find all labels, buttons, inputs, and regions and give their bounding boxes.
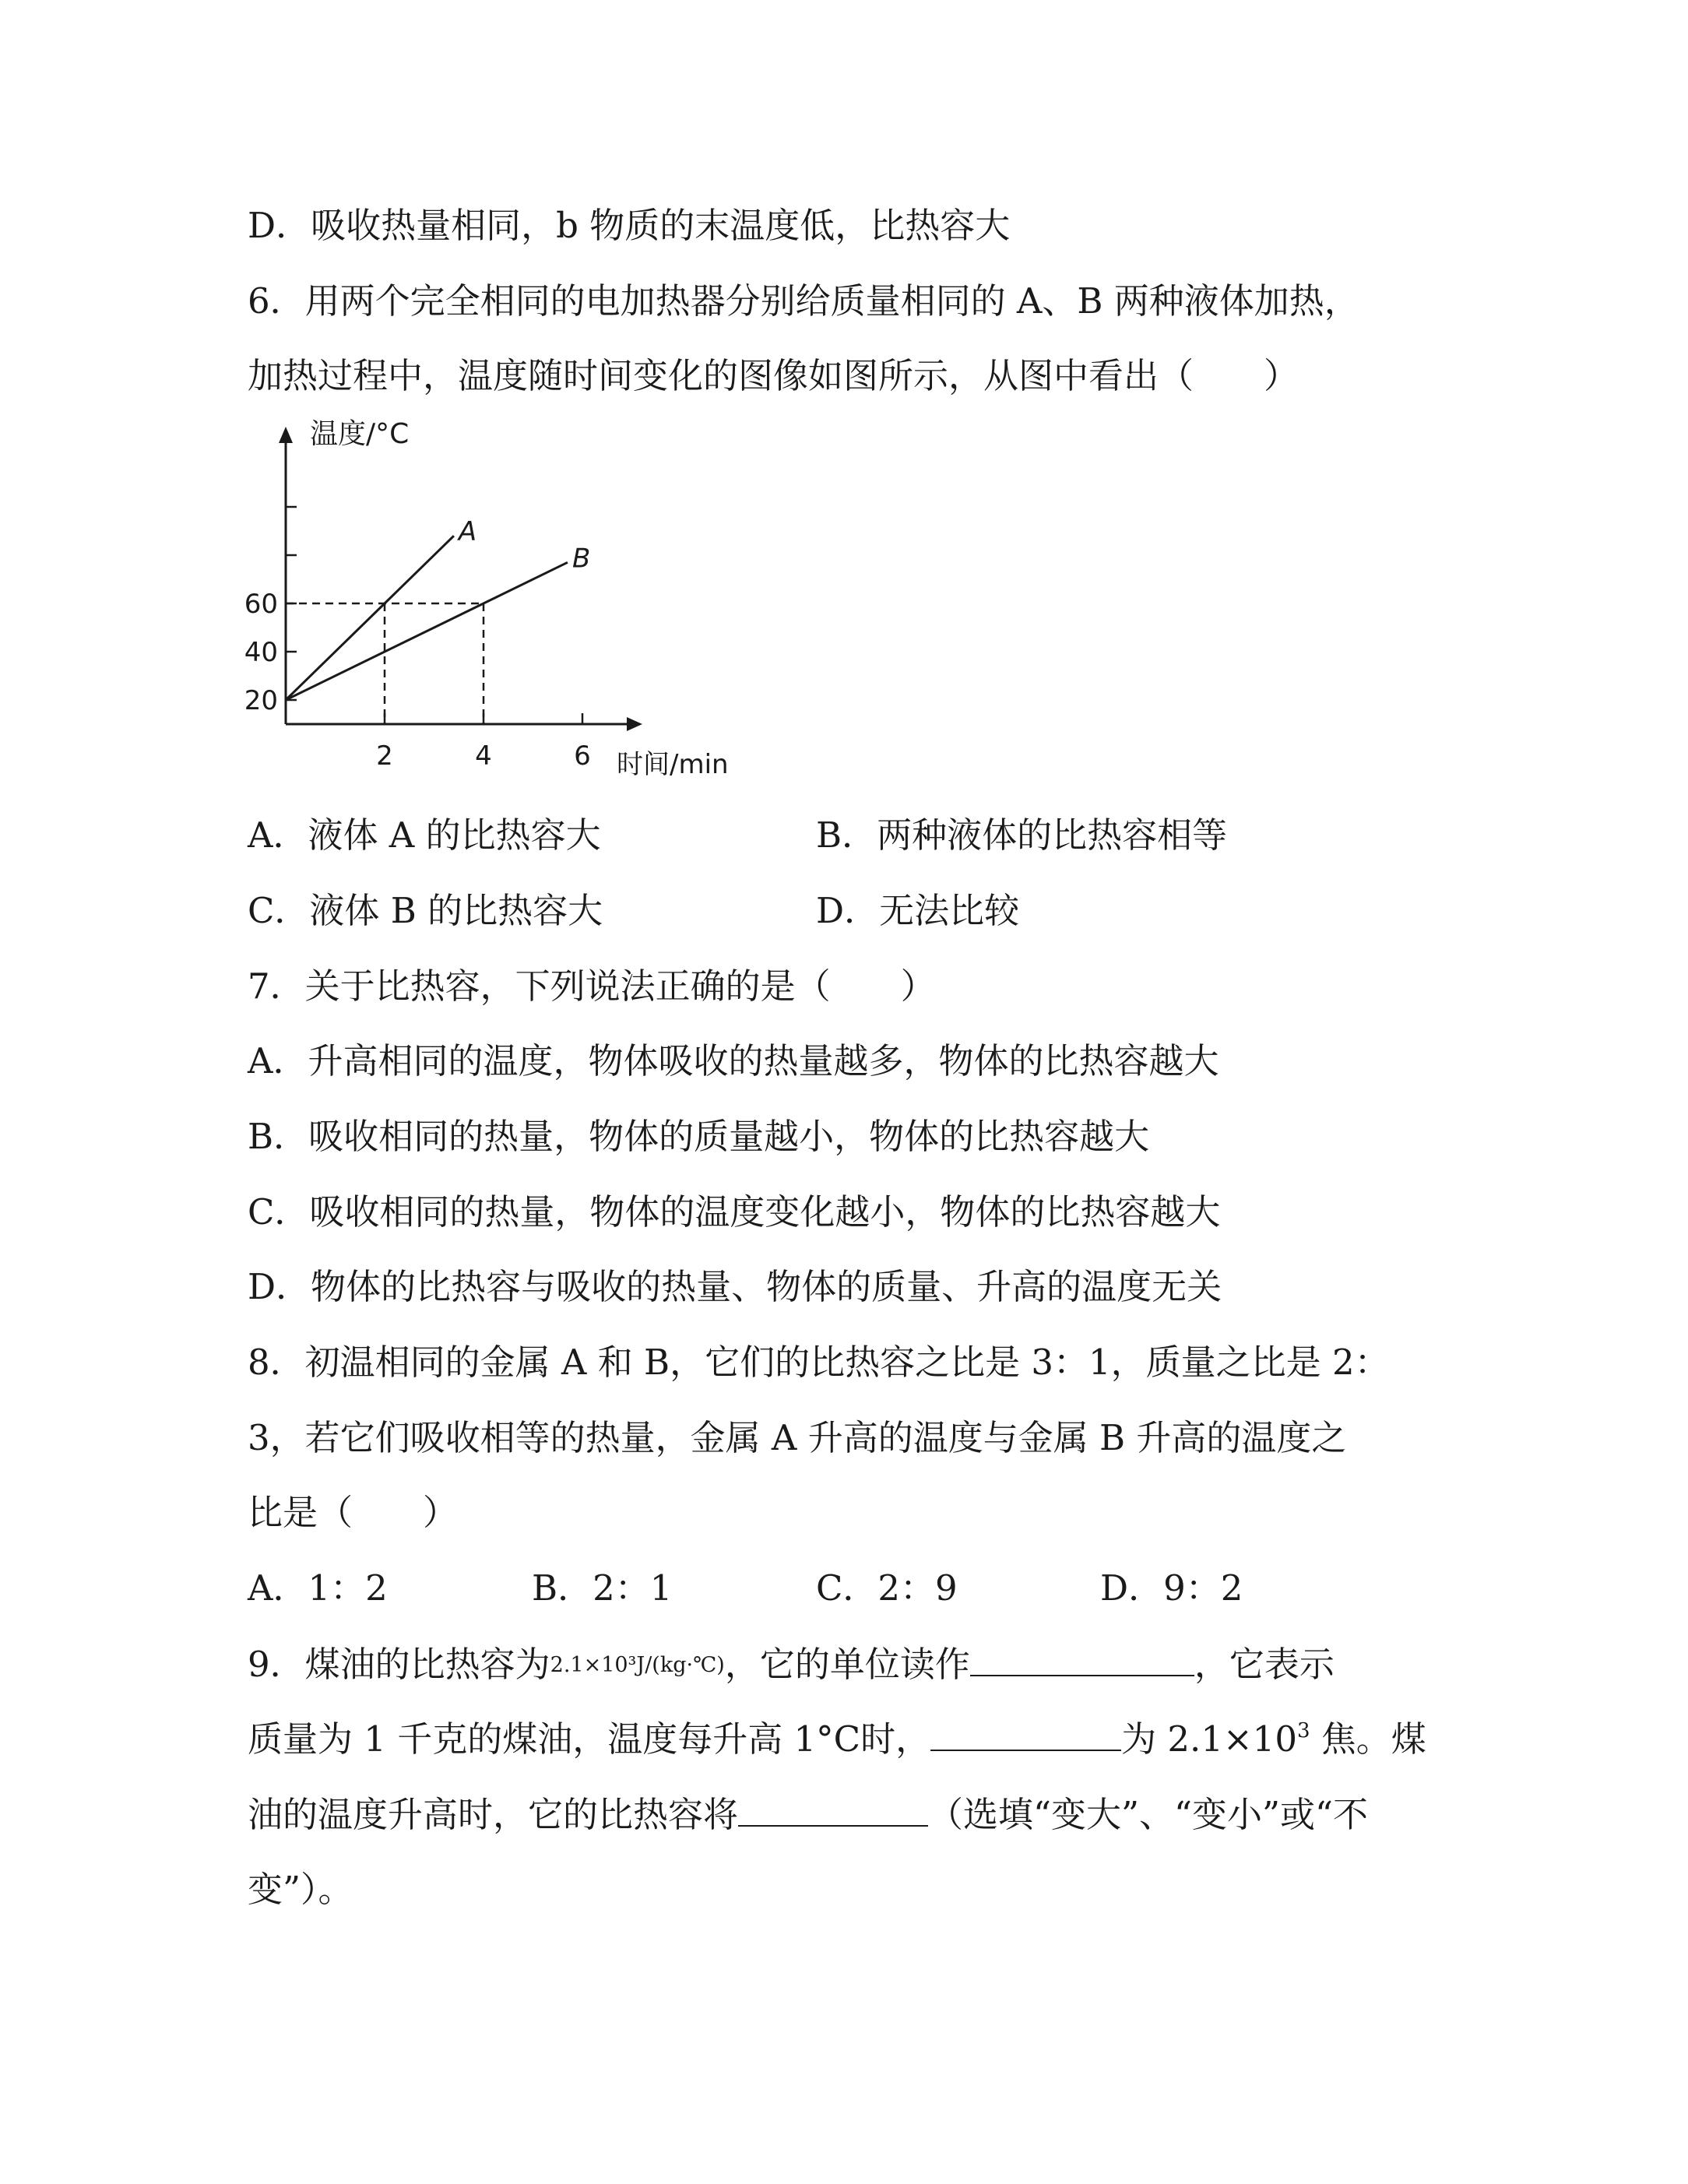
q8-option-c: C．2：9 (816, 1567, 958, 1609)
series-line-A (286, 536, 454, 700)
q9-line2 (248, 1715, 1426, 1763)
q7-option-b: B．吸收相同的热量，物体的质量越小，物体的比热容越大 (248, 1116, 1150, 1157)
y-tick-label-20: 20 (244, 685, 278, 716)
q6-stem-line2: 加热过程中，温度随时间变化的图像如图所示，从图中看出（ ） (248, 355, 1299, 396)
x-axis-title: 时间/min (617, 749, 729, 780)
graph-labels (244, 418, 729, 780)
q9-line2-text-c: 焦。煤 (1310, 1718, 1426, 1760)
y-tick-label-60: 60 (244, 589, 278, 620)
q9-line1-text-c: ，它表示 (1194, 1644, 1335, 1685)
q8-option-a: A．1：2 (248, 1567, 388, 1609)
q8-option-d: D．9：2 (1100, 1567, 1243, 1609)
q8-option-b: B．2：1 (532, 1567, 673, 1609)
x-axis-arrow (627, 717, 642, 731)
q5-option-d: D．吸收热量相同，b 物质的末温度低，比热容大 (248, 205, 1011, 246)
q9-line1-text-b: ，它的单位读作 (724, 1644, 970, 1685)
q9-line3-text-b: （选填“变大”、“变小”或“不 (928, 1794, 1369, 1835)
y-axis-arrow (279, 427, 293, 443)
q9-line1 (248, 1641, 1335, 1689)
graph-series (286, 536, 568, 700)
q9-blank-2[interactable] (930, 1715, 1121, 1751)
q9-line4: 变”）。 (248, 1869, 353, 1910)
q8-stem-line2: 3，若它们吸收相等的热量，金属 A 升高的温度与金属 B 升高的温度之 (248, 1417, 1347, 1458)
q9-line3-text-a: 油的温度升高时，它的比热容将 (248, 1794, 739, 1835)
x-tick-label-6: 6 (574, 740, 591, 772)
q9-unit: 2.1×10³J/(kg·℃) (550, 1653, 725, 1677)
graph-guides (286, 603, 484, 724)
y-axis-title: 温度/°C (310, 418, 410, 450)
q9-line2-text-a: 质量为 1 千克的煤油，温度每升高 1°C时， (248, 1718, 931, 1760)
q6-option-a: A．液体 A 的比热容大 (248, 814, 601, 856)
series-label-A: A (458, 516, 477, 548)
q9-blank-1[interactable] (970, 1641, 1194, 1676)
q9-exponent: 3 (1296, 1719, 1310, 1743)
temperature-time-graph (234, 417, 763, 798)
series-label-B: B (571, 543, 591, 575)
q9-line3 (248, 1791, 1368, 1838)
q9-blank-3[interactable] (738, 1791, 928, 1827)
q7-stem: 7．关于比热容，下列说法正确的是（ ） (248, 965, 936, 1007)
q6-option-d: D．无法比较 (816, 890, 1020, 931)
q8-stem-line1: 8．初温相同的金属 A 和 B，它们的比热容之比是 3：1，质量之比是 2： (248, 1342, 1390, 1383)
q6-option-c: C．液体 B 的比热容大 (248, 890, 603, 931)
x-tick-label-2: 2 (376, 740, 393, 772)
q6-option-b: B．两种液体的比热容相等 (816, 814, 1228, 856)
x-tick-label-4: 4 (475, 740, 492, 772)
q9-line1-text-a: 9．煤油的比热容为 (248, 1644, 550, 1685)
q7-option-a: A．升高相同的温度，物体吸收的热量越多，物体的比热容越大 (248, 1040, 1219, 1081)
graph-axes (279, 427, 642, 731)
q9-line2-text-b: 为 2.1×10 (1121, 1718, 1297, 1760)
series-line-B (286, 562, 568, 700)
q7-option-c: C．吸收相同的热量，物体的温度变化越小，物体的比热容越大 (248, 1191, 1221, 1233)
q8-stem-line3: 比是（ ） (248, 1492, 459, 1533)
y-tick-label-40: 40 (244, 637, 278, 668)
q7-option-d: D．物体的比热容与吸收的热量、物体的质量、升高的温度无关 (248, 1266, 1222, 1307)
q6-stem-line1: 6．用两个完全相同的电加热器分别给质量相同的 A、B 两种液体加热， (248, 280, 1359, 322)
